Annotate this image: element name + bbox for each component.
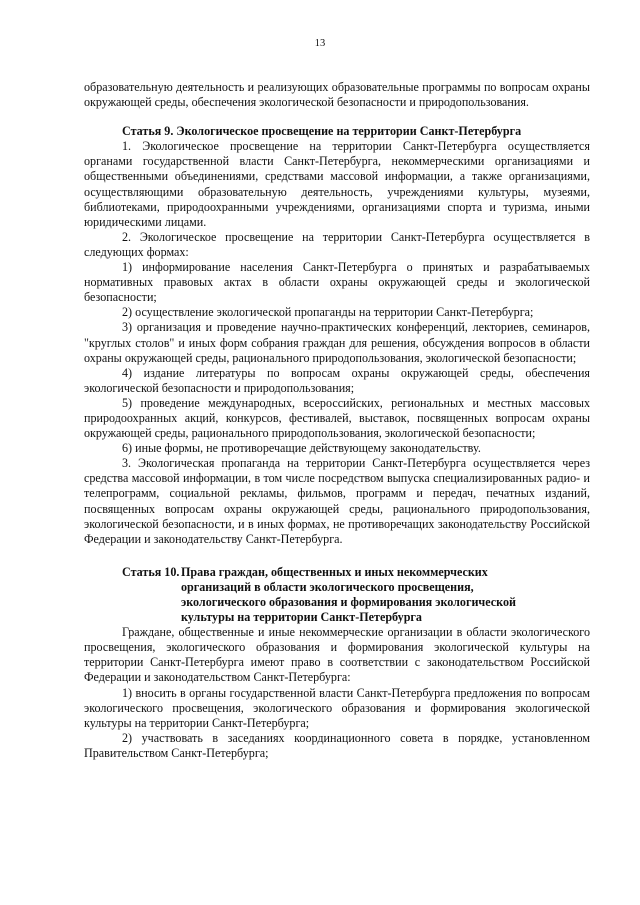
article-9-item-5: 5) проведение международных, всероссийских, региональных и местных массовых природоохранных акций, конкурсов, фестивалей, выставок, посвященных вопросам охраны окружающей среды, рационального природопользования, экологической безопасности; bbox=[84, 395, 590, 441]
article-9-heading: Статья 9. Экологическое просвещение на территории Санкт-Петербурга bbox=[122, 124, 522, 139]
article-9-item-1: 1) информирование населения Санкт-Петербурга о принятых и разрабатываемых нормативных правовых актах в области охраны окружающей среды и экологической безопасности; bbox=[84, 260, 590, 305]
article-10-heading-title: Права граждан, общественных и иных некоммерческих организаций в области экологического просвещения, экологического образования и формирования экологической культуры на территории Санкт-Петербурга bbox=[181, 564, 516, 625]
article-9-clause-3: 3. Экологическая пропаганда на территории Санкт-Петербурга осуществляется через средства массовой информации, в том числе посредством выпуска специализированных радио- и телепрограмм, социальной рекламы, фильмов, программ и передач, печатных изданий, посвященных вопросам охраны окружающей среды, рационального природопользования, экологической безопасности, и в иных формах, не противоречащих законодательству Российской Федерации и законодательству Санкт-Петербурга. bbox=[84, 456, 590, 546]
article-10-heading-number: Статья 10. bbox=[122, 564, 180, 579]
article-10-heading bbox=[84, 565, 590, 625]
intro-paragraph: образовательную деятельность и реализующих образовательные программы по вопросам охраны окружающей среды, обеспечения экологической безопасности и природопользования. bbox=[84, 80, 590, 110]
spacer bbox=[84, 110, 590, 124]
page-number: 13 bbox=[314, 38, 326, 49]
article-10-item-2: 2) участвовать в заседаниях координационного совета в порядке, установленном Правительством Санкт-Петербурга; bbox=[84, 730, 590, 760]
article-9-clause-1: 1. Экологическое просвещение на территории Санкт-Петербурга осуществляется органами государственной власти Санкт-Петербурга, некоммерческими организациями и общественными объединениями, средствами массовой информации, а также организациями, осуществляющими образовательную деятельность, учреждениями культуры, музеями, библиотеками, природоохранными учреждениями, организациями спорта и туризма, иными юридическими лицами. bbox=[84, 139, 590, 229]
article-9-item-4: 4) издание литературы по вопросам охраны окружающей среды, обеспечения экологической безопасности и природопользования; bbox=[84, 365, 590, 395]
article-10-intro: Граждане, общественные и иные некоммерческие организации в области экологического просвещения, экологического образования и формирования экологической культуры на территории Санкт-Петербурга имеют право в соответствии с законодательством Российской Федерации и законодательством Санкт-Петербурга: bbox=[84, 625, 590, 685]
article-9-clause-2: 2. Экологическое просвещение на территории Санкт-Петербурга осуществляется в следующих формах: bbox=[84, 229, 590, 259]
spacer bbox=[84, 547, 590, 565]
article-9-item-2: 2) осуществление экологической пропаганды на территории Санкт-Петербурга; bbox=[122, 305, 534, 320]
article-9-item-3: 3) организация и проведение научно-практических конференций, лекториев, семинаров, "круглых столов" и иных форм собрания граждан для решения, обсуждения вопросов в области охраны окружающей среды, рационального природопользования, экологической безопасности; bbox=[84, 320, 590, 365]
article-10-item-1: 1) вносить в органы государственной власти Санкт-Петербурга предложения по вопросам экологического просвещения, экологического образования и формирования экологической культуры на территории Санкт-Петербурга; bbox=[84, 685, 590, 730]
document-body bbox=[84, 80, 590, 761]
article-9-item-6: 6) иные формы, не противоречащие действующему законодательству. bbox=[122, 441, 481, 456]
